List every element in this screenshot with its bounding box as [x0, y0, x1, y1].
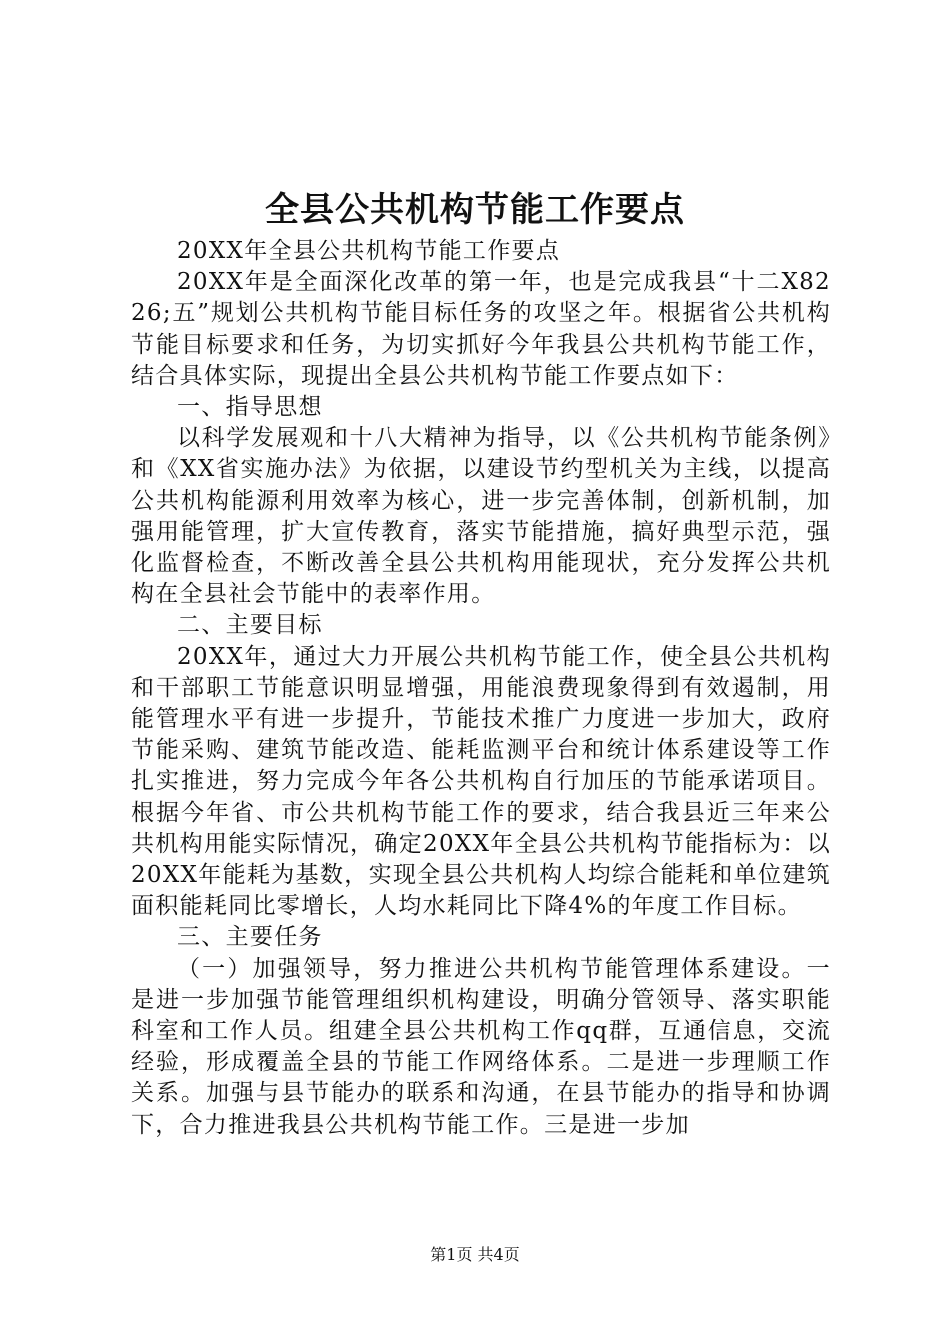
- paragraph-main-goals: 20XX年，通过大力开展公共机构节能工作，使全县公共机构和干部职工节能意识明显增强，用能浪费现象得到有效遏制，用能管理水平有进一步提升，节能技术推广力度进一步加大，政府节能采购、建筑节能改造、能耗监测平台和统计体系建设等工作扎实推进，努力完成今年各公共机构自行加压的节能承诺项目。根据今年省、市公共机构节能工作的要求，结合我县近三年来公共机构用能实际情况，确定20XX年全县公共机构节能指标为：以20XX年能耗为基数，实现全县公共机构人均综合能耗和单位建筑面积能耗同比零增长，人均水耗同比下降4%的年度工作目标。: [131, 643, 831, 920]
- document-title: 全县公共机构节能工作要点: [265, 190, 685, 230]
- paragraph-intro: 20XX年是全面深化改革的第一年，也是完成我县“十二X8226;五”规划公共机构节能目标任务的攻坚之年。根据省公共机构节能目标要求和任务，为切实抓好今年我县公共机构节能工作，结合具体实际，现提出全县公共机构节能工作要点如下：: [131, 269, 831, 389]
- paragraph-guiding-ideology: 以科学发展观和十八大精神为指导，以《公共机构节能条例》和《XX省实施办法》为依据，以建设节约型机关为主线，以提高公共机构能源利用效率为核心，进一步完善体制，创新机制，加强用能管理，扩大宣传教育，落实节能措施，搞好典型示范，强化监督检查，不断改善全县公共机构用能现状，充分发挥公共机构在全县社会节能中的表率作用。: [131, 425, 831, 608]
- section-heading-main-tasks: 三、主要任务: [177, 924, 323, 951]
- document-body: [131, 236, 831, 1141]
- section-heading-main-goals: 二、主要目标: [177, 612, 323, 639]
- paragraph-main-tasks: （一）加强领导，努力推进公共机构节能管理体系建设。一是进一步加强节能管理组织机构建设，明确分管领导、落实职能科室和工作人员。组建全县公共机构工作qq群，互通信息，交流经验，形成覆盖全县的节能工作网络体系。二是进一步理顺工作关系。加强与县节能办的联系和沟通，在县节能办的指导和协调下，合力推进我县公共机构节能工作。三是进一步加: [131, 955, 831, 1138]
- paragraph-subtitle: 20XX年全县公共机构节能工作要点: [177, 238, 561, 264]
- page-footer: 第1页 共4页: [430, 1245, 520, 1264]
- section-heading-guiding-ideology: 一、指导思想: [177, 394, 323, 421]
